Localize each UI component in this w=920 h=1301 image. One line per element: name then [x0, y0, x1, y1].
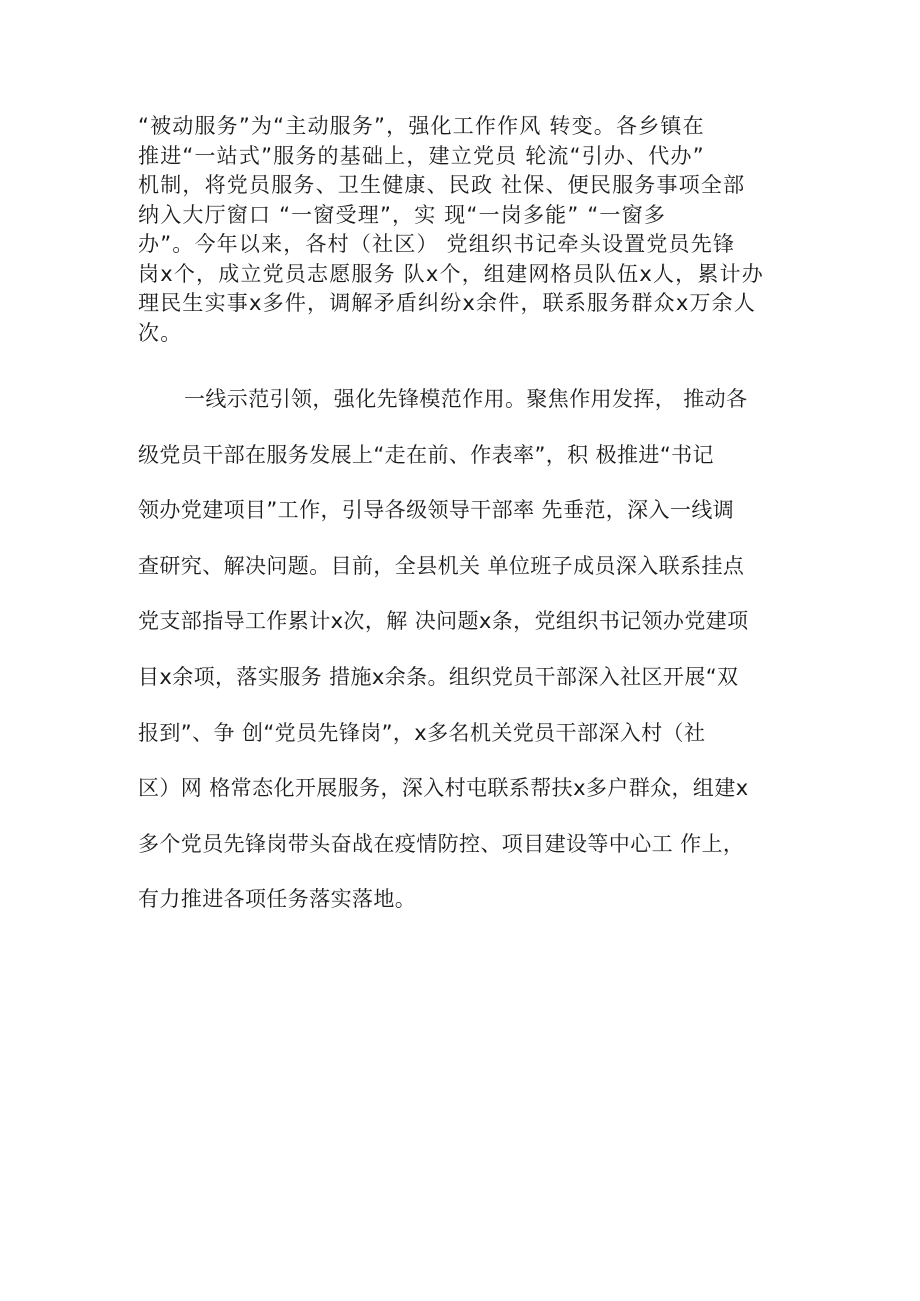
text-line: 区）网 格常态化开展服务，深入村屯联系帮扶x多户群众，组建x [138, 776, 749, 801]
paragraph-vanguard-role [138, 372, 818, 928]
text-line: 纳入大厅窗口 “一窗受理”，实 现“一岗多能” “一窗多 [138, 202, 667, 227]
text-line: “被动服务”为“主动服务”，强化工作作风 转变。各乡镇在 [138, 114, 705, 138]
text-line: 办”。今年以来，各村（社区） 党组织书记牵头设置党员先锋 [138, 232, 736, 256]
text-line: 领办党建项目”工作，引导各级领导干部率 先垂范，深入一线调 [138, 498, 735, 523]
text-line: 级党员干部在服务发展上“走在前、作表率”，积 极推进“书记 [138, 442, 714, 467]
text-line: 理民生实事x多件，调解矛盾纠纷x余件，联系服务群众x万余人 [138, 291, 757, 315]
paragraph-service-mechanism [138, 112, 818, 348]
text-line: 查研究、解决问题。目前，全县机关 单位班子成员深入联系挂点 [138, 553, 745, 578]
text-line: 党支部指导工作累计x次，解 决问题x条，党组织书记领办党建项 [138, 609, 749, 634]
text-line: 多个党员先锋岗带头奋战在疫情防控、项目建设等中心工 作上， [138, 831, 745, 856]
text-line: 目x余项，落实服务 措施x余条。组织党员干部深入社区开展“双 [138, 664, 739, 689]
text-line: 岗x个，成立党员志愿服务 队x个，组建网格员队伍x人，累计办 [138, 261, 764, 286]
text-line: 一线示范引领，强化先锋模范作用。聚焦作用发挥， 推动各 [184, 387, 748, 411]
text-line: 报到”、争 创“党员先锋岗”，x多名机关党员干部深入村（社 [138, 720, 706, 745]
text-line: 推进“一站式”服务的基础上，建立党员 轮流“引办、代办” [138, 143, 705, 168]
text-line: 次。 [138, 320, 183, 345]
text-line: 机制，将党员服务、卫生健康、民政 社保、便民服务事项全部 [138, 173, 746, 197]
text-line: 有力推进各项任务落实落地。 [138, 887, 417, 912]
